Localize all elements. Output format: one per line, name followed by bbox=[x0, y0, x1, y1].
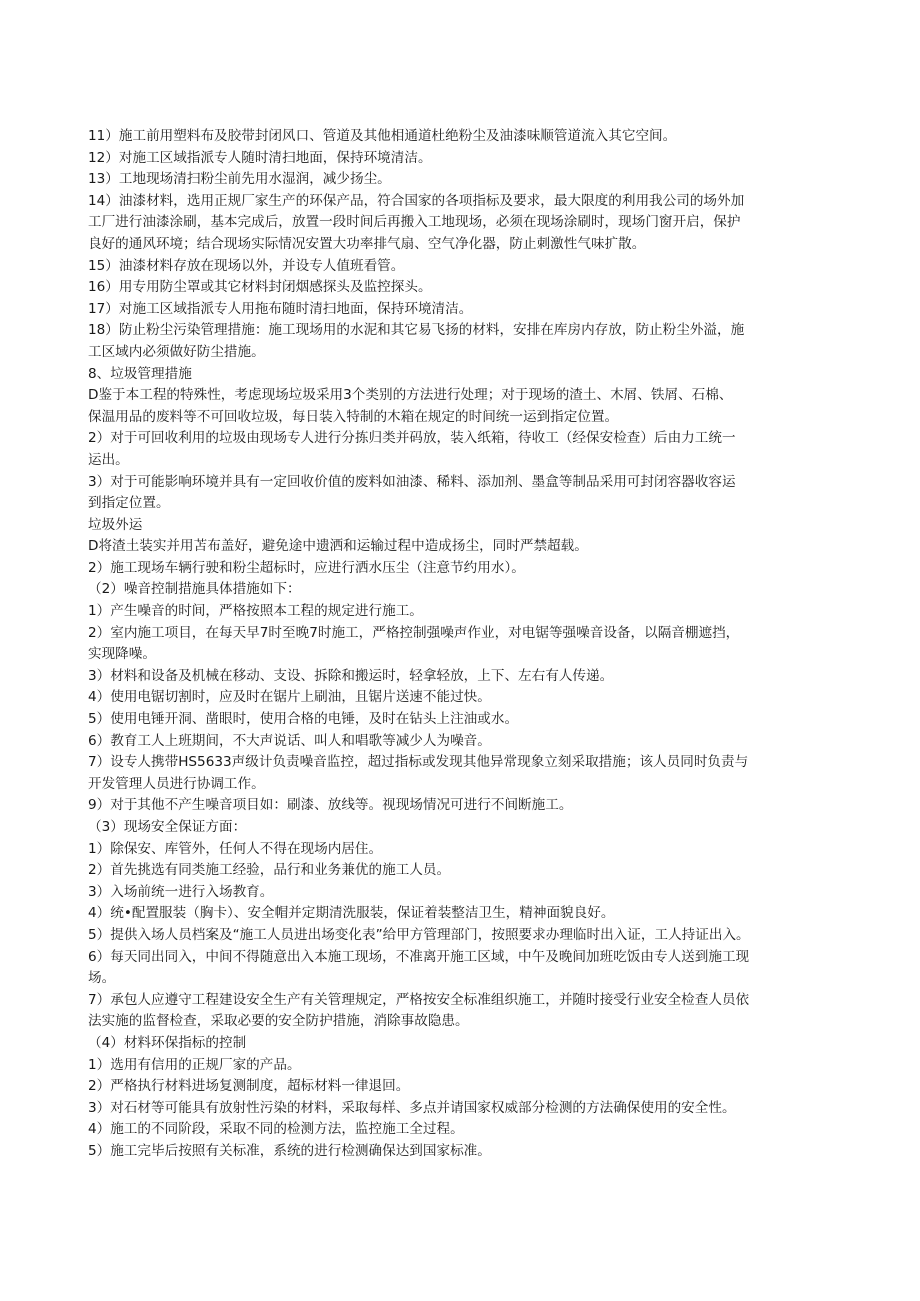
text-line: 工区域内必须做好防尘措施。 bbox=[88, 343, 265, 360]
text-line: 2）首先挑选有同类施工经验，品行和业务兼优的施工人员。 bbox=[88, 862, 451, 879]
text-line: 4）统•配置服装（胸卡）、安全帽并定期清洗服装，保证着装整洁卫生，精神面貌良好。 bbox=[88, 905, 615, 922]
text-line: 16）用专用防尘罩或其它材料封闭烟感探头及监控探头。 bbox=[88, 279, 432, 296]
text-line: 1）除保安、库管外，任何人不得在现场内居住。 bbox=[88, 840, 383, 857]
section-heading: 8、垃圾管理措施 bbox=[88, 365, 192, 382]
text-line: 11）施工前用塑料布及胶带封闭风口、管道及其他相通道杜绝粉尘及油漆味顺管道流入其它空间。 bbox=[88, 128, 677, 144]
text-line: 1）产生噪音的时间，严格按照本工程的规定进行施工。 bbox=[88, 603, 423, 620]
text-line: 1）选用有信用的正规厂家的产品。 bbox=[88, 1056, 301, 1073]
text-line: 13）工地现场清扫粉尘前先用水湿润，减少扬尘。 bbox=[88, 171, 391, 188]
text-line: 12）对施工区域指派专人随时清扫地面，保持环境清洁。 bbox=[88, 149, 432, 166]
text-line: 6）教育工人上班期间，不大声说话、叫人和唱歌等减少人为噪音。 bbox=[88, 732, 491, 749]
text-line: 3）对于可能影响环境并具有一定回收价值的废料如油漆、稀料、添加剂、墨盒等制品采用可封闭容器收容运 bbox=[88, 473, 736, 490]
text-line: 3）入场前统一进行入场教育。 bbox=[88, 883, 274, 900]
text-line: 3）对石材等可能具有放射性污染的材料，采取每样、多点并请国家权威部分检测的方法确保使用的安全性。 bbox=[88, 1099, 736, 1116]
text-line: 到指定位置。 bbox=[88, 495, 170, 512]
text-line: 运出。 bbox=[88, 451, 129, 468]
section-heading: （4）材料环保指标的控制 bbox=[88, 1034, 247, 1051]
text-line: 4）施工的不同阶段，采取不同的检测方法，监控施工全过程。 bbox=[88, 1121, 464, 1138]
text-line: D将渣土装实并用苫布盖好，避免途中遗洒和运输过程中造成扬尘，同时严禁超载。 bbox=[88, 538, 588, 555]
text-line: 2）室内施工项目，在每天早7时至晚7时施工，严格控制强噪声作业，对电锯等强噪音设备，以隔音棚遮挡， bbox=[88, 624, 740, 641]
document-body bbox=[88, 126, 828, 1163]
text-line: 法实施的监督检查，采取必要的安全防护措施，消除事故隐患。 bbox=[88, 1013, 469, 1030]
text-line: 5）提供入场人员档案及“施工人员进出场变化表”给甲方管理部门，按照要求办理临时出入证，工人持证出入。 bbox=[88, 926, 750, 943]
text-line: 开发管理人员进行协调工作。 bbox=[88, 775, 265, 792]
text-line: 15）油漆材料存放在现场以外，并设专人值班看管。 bbox=[88, 257, 405, 274]
text-line: 17）对施工区域指派专人用拖布随时清扫地面，保持环境清洁。 bbox=[88, 300, 473, 317]
text-line: 9）对于其他不产生噪音项目如：刷漆、放线等。视现场情况可进行不间断施工。 bbox=[88, 797, 573, 814]
text-line: 6）每天同出同入，中间不得随意出入本施工现场，不准离开施工区域，中午及晚间加班吃饭由专人送到施工现 bbox=[88, 948, 750, 965]
text-line: 2）严格执行材料进场复测制度，超标材料一律退回。 bbox=[88, 1078, 410, 1095]
text-line: 14）油漆材料，选用正规厂家生产的环保产品，符合国家的各项指标及要求，最大限度的利用我公司的场外加 bbox=[88, 192, 745, 209]
text-line: 18）防止粉尘污染管理措施：施工现场用的水泥和其它易飞扬的材料，安排在库房内存放，防止粉尘外溢，施 bbox=[88, 322, 745, 339]
text-line: 保温用品的废料等不可回收垃圾，每日装入特制的木箱在规定的时间统一运到指定位置。 bbox=[88, 408, 619, 425]
text-line: 4）使用电锯切割时，应及时在锯片上刷油，且锯片送速不能过快。 bbox=[88, 689, 491, 706]
text-line: 3）材料和设备及机械在移动、支设、拆除和搬运时，轻拿轻放，上下、左右有人传递。 bbox=[88, 667, 614, 684]
text-line: 2）对于可回收利用的垃圾由现场专人进行分拣归类并码放，装入纸箱，待收工（经保安检查）后由力工统一 bbox=[88, 430, 736, 447]
text-line: 工厂进行油漆涂刷，基本完成后，放置一段时间后再搬入工地现场，必须在现场涂刷时，现场门窗开启，保护 bbox=[88, 214, 741, 231]
text-line: 2）施工现场车辆行驶和粉尘超标时，应进行洒水压尘（注意节约用水）。 bbox=[88, 559, 525, 576]
text-line: 7）承包人应遵守工程建设安全生产有关管理规定，严格按安全标准组织施工，并随时接受行业安全检查人员依 bbox=[88, 991, 750, 1008]
text-line: 5）施工完毕后按照有关标准，系统的进行检测确保达到国家标准。 bbox=[88, 1142, 491, 1159]
text-line: D鉴于本工程的特殊性，考虑现场垃圾采用3个类别的方法进行处理；对于现场的渣土、木屑、铁屑、石棉、 bbox=[88, 387, 733, 404]
section-heading: 垃圾外运 bbox=[88, 516, 143, 533]
text-line: 7）设专人携带HS5633声级计负责噪音监控，超过指标或发现其他异常现象立刻采取措施；该人员同时负责与 bbox=[88, 754, 749, 771]
text-line: 场。 bbox=[88, 970, 116, 987]
text-line: 实现降噪。 bbox=[88, 646, 156, 663]
section-heading: （2）噪音控制措施具体措施如下： bbox=[88, 581, 301, 598]
section-heading: （3）现场安全保证方面： bbox=[88, 819, 247, 835]
text-line: 良好的通风环境；结合现场实际情况安置大功率排气扇、空气净化器，防止刺激性气味扩散。 bbox=[88, 235, 646, 252]
text-line: 5）使用电锤开洞、凿眼时，使用合格的电锤，及时在钻头上注油或水。 bbox=[88, 711, 519, 728]
